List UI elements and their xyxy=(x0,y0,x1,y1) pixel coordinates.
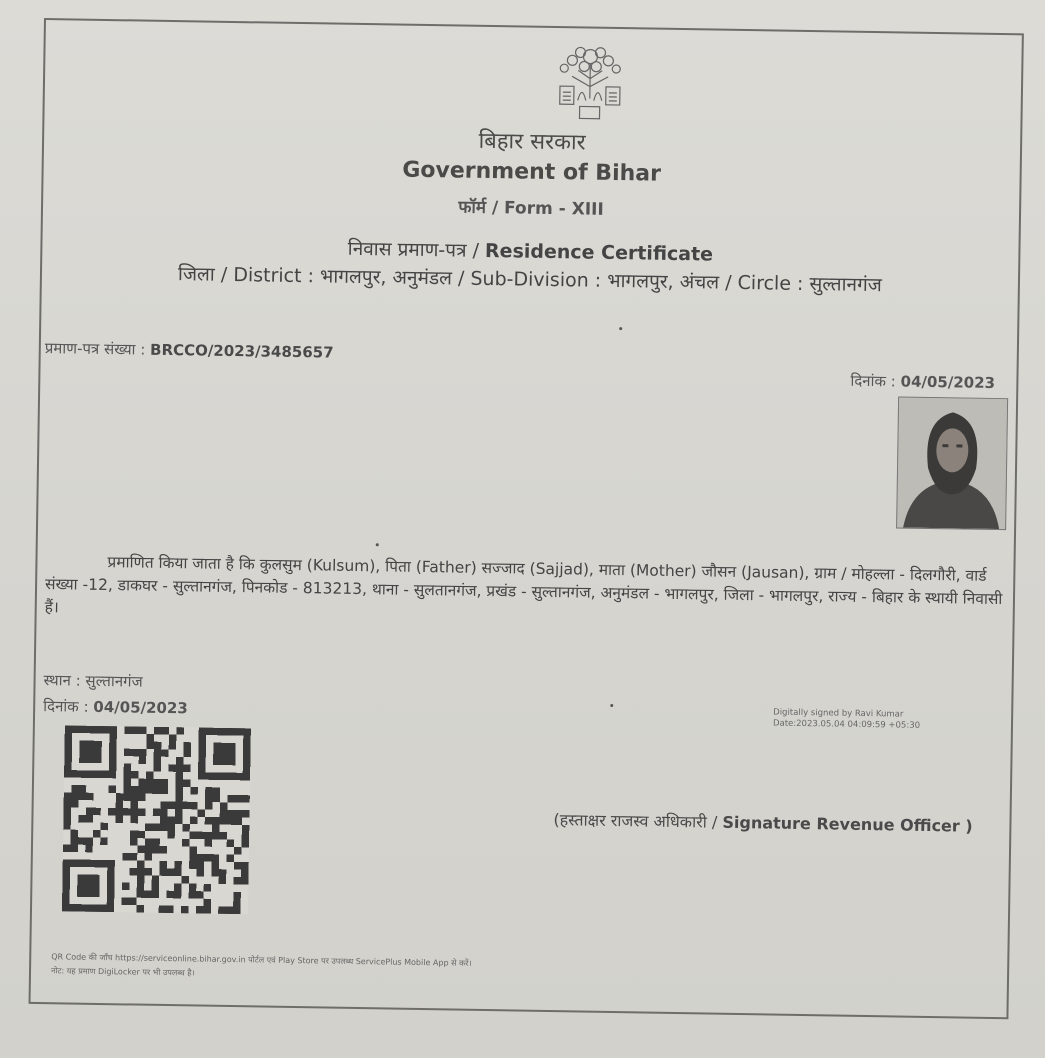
certificate-title-hindi: निवास प्रमाण-पत्र / xyxy=(347,237,480,262)
government-title: Government of Bihar xyxy=(402,157,662,187)
certificate-body: प्रमाणित किया जाता है कि कुलसुम (Kulsum), पिता (Father) सज्जाद (Sajjad), माता (Mother) जौसन (Jausan), ग्राम / मोहल्ला - दिलगौरी, वार्ड संख्या -12, डाकघर - सुल्तानगंज, पिनकोड - 813213, थाना - सुलतानगंज, प्रखंड - सुल्तानगंज, अनुमंडल - भागलपुर, जिला - भागलपुर, राज्य - बिहार के स्थायी निवासी हैं। xyxy=(44,553,1003,617)
form-number: फॉर्म / Form - XIII xyxy=(458,197,604,220)
person-photo-icon xyxy=(897,397,1007,529)
speck xyxy=(610,704,613,707)
speck xyxy=(619,327,622,330)
footer-qr-note: QR Code की जाँच https://serviceonline.bihar.gov.in पोर्टल एवं Play Store पर उपलब्ध ServicePlus Mobile App से करें। xyxy=(51,952,472,968)
district-line: जिला / District : भागलपुर, अनुमंडल / Sub-Division : भागलपुर, अंचल / Circle : सुल्तानगंज xyxy=(177,263,883,297)
signature-label-hindi: (हस्ताक्षर राजस्व अधिकारी / xyxy=(553,810,718,832)
speck xyxy=(376,543,379,546)
signature-label-english: Signature Revenue Officer ) xyxy=(722,812,973,836)
issue-date xyxy=(43,696,188,718)
digital-signature xyxy=(773,708,920,732)
footer-digilocker-note: नोट: यह प्रमाण DigiLocker पर भी उपलब्ध है। xyxy=(50,966,195,978)
digital-signature-date: Date:2023.05.04 04:09:59 +05:30 xyxy=(772,718,921,731)
signature-label xyxy=(553,808,973,837)
certificate-title-english: Residence Certificate xyxy=(484,239,714,266)
issue-place: स्थान : सुल्तानगंज xyxy=(43,671,143,691)
certificate-date-value: 04/05/2023 xyxy=(900,372,996,392)
state-title-hindi: बिहार सरकार xyxy=(478,128,586,156)
certificate-date xyxy=(850,371,995,393)
certificate-date-label: दिनांक : xyxy=(850,371,896,391)
qr-code-icon xyxy=(56,725,257,914)
certificate-number-label: प्रमाण-पत्र संख्या : xyxy=(44,339,146,359)
footer-note xyxy=(51,950,472,985)
holder-photo xyxy=(896,396,1008,530)
digital-signature-signer: Digitally signed by Ravi Kumar xyxy=(773,707,904,720)
bihar-emblem-icon xyxy=(549,38,631,139)
issue-date-value: 04/05/2023 xyxy=(93,697,188,718)
certificate-number xyxy=(45,338,334,363)
certificate-border xyxy=(29,18,1024,1019)
issue-date-label: दिनांक : xyxy=(43,697,89,716)
certificate-number-value: BRCCO/2023/3485657 xyxy=(149,340,334,362)
